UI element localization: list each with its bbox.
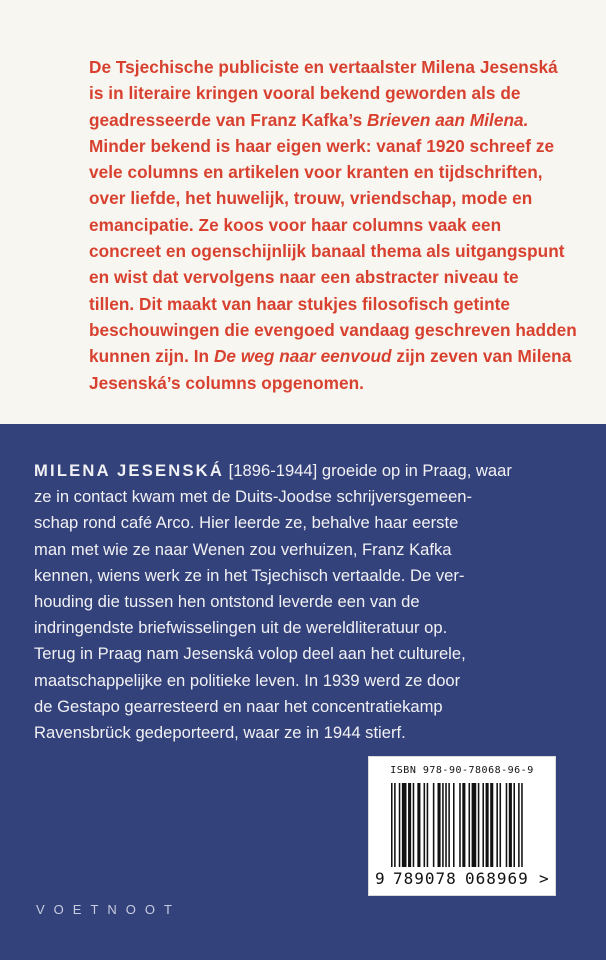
bio-line: maatschappelijke en politieke leven. In 1939 werd ze door — [34, 670, 461, 690]
author-name: MILENA JESENSKÁ — [34, 461, 225, 480]
barcode-bar — [490, 783, 493, 867]
barcode-bar — [453, 783, 455, 867]
bio-line: indringendste briefwisselingen uit de wereldliteratuur op. — [34, 618, 448, 638]
blurb-line: beschouwingen die evengoed vandaag geschreven hadden — [89, 319, 577, 340]
barcode-bar — [518, 783, 520, 867]
bio-line: man met wie ze naar Wenen zou verhuizen, Franz Kafka — [34, 539, 452, 559]
bio-line — [34, 458, 594, 484]
barcode-end-mark: > — [539, 869, 549, 888]
barcode-bar — [391, 783, 393, 867]
barcode-bar — [500, 783, 502, 867]
barcode-bar — [448, 783, 450, 867]
bio-line: Ravensbrück gedeporteerd, waar ze in 1944 stierf. — [34, 723, 406, 743]
barcode-bar — [509, 783, 512, 867]
barcode-bar — [427, 783, 429, 867]
barcode-bar — [438, 783, 441, 867]
isbn-label: ISBN 978-90-78068-96-9 — [390, 765, 534, 776]
isbn-barcode — [368, 756, 556, 896]
barcode-bar — [413, 783, 415, 867]
barcode-bar — [521, 783, 523, 867]
blurb-line — [89, 107, 589, 133]
barcode-bar — [506, 783, 508, 867]
barcode-bar — [482, 783, 484, 867]
bio-line: Terug in Praag nam Jesenská volop deel aan het culturele, — [34, 644, 466, 664]
bio-line: de Gestapo gearresteerd en naar het concentratiekamp — [34, 696, 443, 716]
bio-line: schap rond café Arco. Hier leerde ze, behalve haar eerste — [34, 513, 459, 533]
bio-line: kennen, wiens werk ze in het Tsjechisch vertaalde. De ver- — [34, 565, 465, 585]
barcode-bar — [433, 783, 435, 867]
blurb-line: is in literaire kringen vooral bekend geworden als de — [89, 83, 521, 104]
barcode-digit-first: 9 — [375, 869, 385, 888]
barcode-bar — [408, 783, 411, 867]
barcode-bar — [399, 783, 401, 867]
blurb-line: Jesenská’s columns opgenomen. — [89, 372, 364, 393]
barcode-bar — [472, 783, 477, 867]
barcode-bar — [496, 783, 498, 867]
barcode-bar — [513, 783, 515, 867]
barcode-bar — [402, 783, 407, 867]
barcode-bar — [424, 783, 426, 867]
barcode-digits-right: 068969 — [465, 869, 529, 888]
barcode-bar — [442, 783, 444, 867]
author-bio — [34, 458, 594, 746]
barcode-bar — [486, 783, 489, 867]
bio-line: houding die tussen hen ontstond leverde een van de — [34, 592, 420, 612]
blurb-line: De Tsjechische publiciste en vertaalster Milena Jesenská — [89, 57, 558, 77]
blurb-line-text: kunnen zijn. In — [89, 346, 214, 367]
blurb-line: tillen. Dit maakt van haar stukjes filosofisch getinte — [89, 293, 511, 314]
blurb-line-text: geadresseerde van Franz Kafka’s — [89, 109, 368, 130]
blurb-line: vele columns en artikelen voor kranten en tijdschriften, — [89, 162, 543, 183]
blurb-text — [89, 54, 589, 396]
barcode-bar — [478, 783, 480, 867]
book-title-weg: De weg naar eenvoud — [213, 346, 392, 367]
blurb-panel — [0, 0, 606, 424]
barcode-bars — [389, 783, 541, 867]
barcode-bar — [394, 783, 396, 867]
barcode-bar — [445, 783, 447, 867]
publisher-logo: VOETNOOT — [36, 902, 181, 917]
barcode-bar — [459, 783, 461, 867]
blurb-line — [89, 343, 589, 369]
blurb-line: emancipatie. Ze koos voor haar columns vaak een — [89, 214, 502, 235]
blurb-line: Minder bekend is haar eigen werk: vanaf 1920 schreef ze — [89, 135, 555, 156]
blurb-line: over liefde, het huwelijk, trouw, vriendschap, mode en — [89, 188, 533, 209]
bio-line-text: [1896-1944] groeide op in Praag, waar — [224, 461, 512, 480]
blurb-line: concreet en ogenschijnlijk banaal thema als uitgangspunt — [89, 241, 565, 262]
barcode-bar — [462, 783, 465, 867]
barcode-bar — [469, 783, 471, 867]
bio-line: ze in contact kwam met de Duits-Joodse schrijversgemeen- — [34, 487, 473, 507]
blurb-line-text: zijn zeven van Milena — [391, 346, 572, 367]
barcode-bar — [417, 783, 420, 867]
barcode-digits-left: 789078 — [393, 869, 457, 888]
blurb-line: en wist dat vervolgens naar een abstracter niveau te — [89, 267, 519, 288]
bio-panel — [0, 424, 606, 960]
barcode-digits — [369, 867, 555, 891]
book-title-brieven: Brieven aan Milena. — [367, 109, 529, 130]
